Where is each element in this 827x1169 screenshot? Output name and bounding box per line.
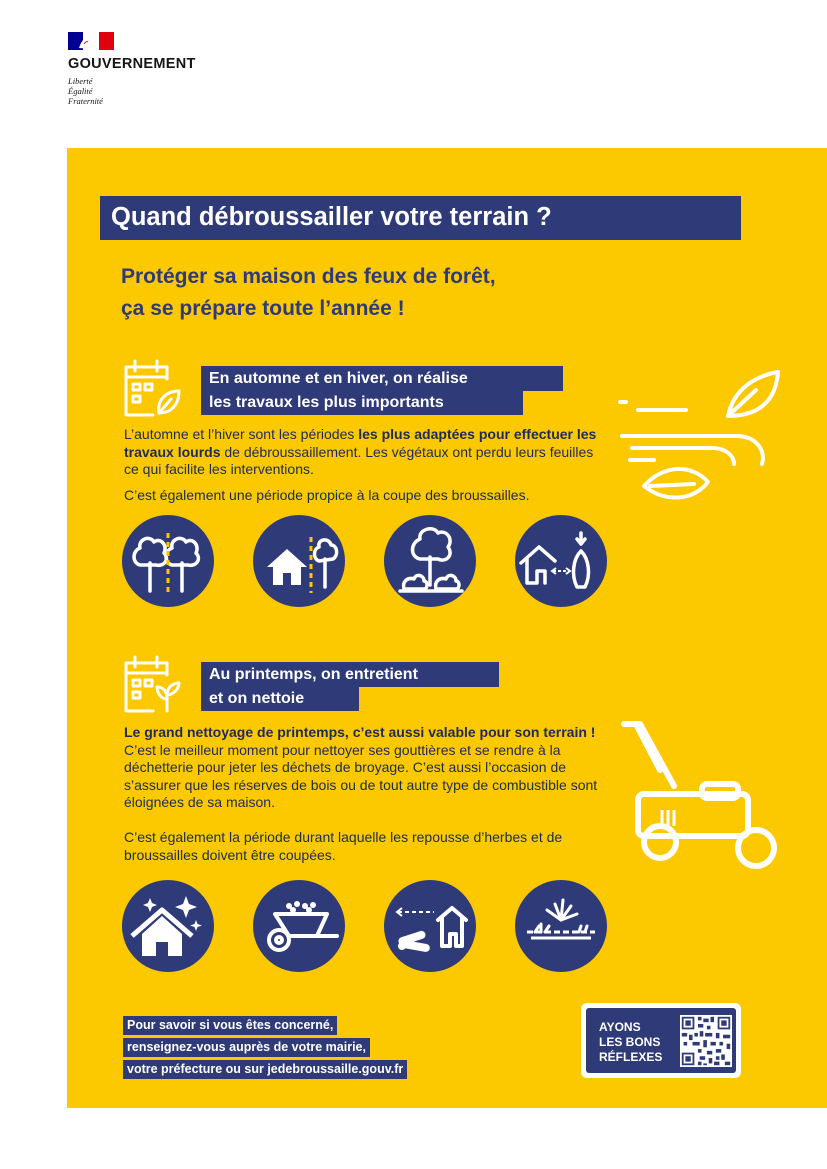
spring-paragraph-2: C’est également la période durant laquelle les repousse d’herbes et de broussailles doivent être coupées. bbox=[124, 829, 563, 863]
lawn-mower-icon bbox=[620, 714, 790, 874]
autumn-section-label-line1: En automne et en hiver, on réalise bbox=[201, 366, 563, 391]
government-name: GOUVERNEMENT bbox=[68, 56, 196, 72]
autumn-section-label-line2: les travaux les plus importants bbox=[201, 390, 523, 415]
page-title: Quand débroussailler votre terrain ? bbox=[111, 203, 552, 231]
footer-line-3: votre préfecture ou sur jedebroussaille.gouv.fr bbox=[123, 1060, 407, 1079]
house-trees-distance-icon bbox=[253, 515, 345, 607]
autumn-paragraph-1: L’automne et l’hiver sont les périodes les plus adaptées pour effectuer les travaux lourds de débroussaillement. Les végétaux ont perdu leurs feuilles ce qui facilite les interventions. bbox=[124, 426, 597, 477]
wind-leaves-icon bbox=[616, 364, 786, 514]
autumn-paragraph-2: C’est également une période propice à la coupe des broussailles. bbox=[124, 487, 530, 503]
trees-spacing-icon bbox=[122, 515, 214, 607]
footer-line-2: renseignez-vous auprès de votre mairie, bbox=[123, 1038, 370, 1057]
badge-text: AYONS LES BONS RÉFLEXES bbox=[599, 1020, 663, 1064]
republic-motto: Liberté Égalité Fraternité bbox=[68, 76, 103, 106]
calendar-leaf-icon bbox=[121, 357, 183, 419]
subtitle: Protéger sa maison des feux de forêt, ça se prépare toute l’année ! bbox=[121, 265, 496, 320]
footer-line-1: Pour savoir si vous êtes concerné, bbox=[123, 1016, 337, 1035]
good-reflexes-badge bbox=[581, 1003, 741, 1078]
french-flag-icon bbox=[68, 32, 114, 50]
spring-section-label-line1: Au printemps, on entretient bbox=[201, 662, 499, 687]
spring-section-label-line2: et on nettoie bbox=[201, 686, 359, 711]
wheelbarrow-icon bbox=[253, 880, 345, 972]
spring-paragraph-1: Le grand nettoyage de printemps, c’est aussi valable pour son terrain ! C’est le meilleur moment pour nettoyer ses gouttières et se rendre à la déchetterie pour jeter les déchets de broyage. C’est aussi l’occasion de s’assurer que les réserves de bois ou de tout autre type de combustible sont éloignées de sa maison. bbox=[124, 724, 598, 810]
woodpile-distance-icon bbox=[384, 880, 476, 972]
grass-cutting-icon bbox=[515, 880, 607, 972]
house-hedge-distance-icon bbox=[515, 515, 607, 607]
tree-shrubs-icon bbox=[384, 515, 476, 607]
marianne-icon bbox=[75, 33, 97, 49]
clean-roof-icon bbox=[122, 880, 214, 972]
qr-code-icon[interactable] bbox=[680, 1015, 732, 1067]
calendar-sprout-icon bbox=[121, 653, 183, 715]
